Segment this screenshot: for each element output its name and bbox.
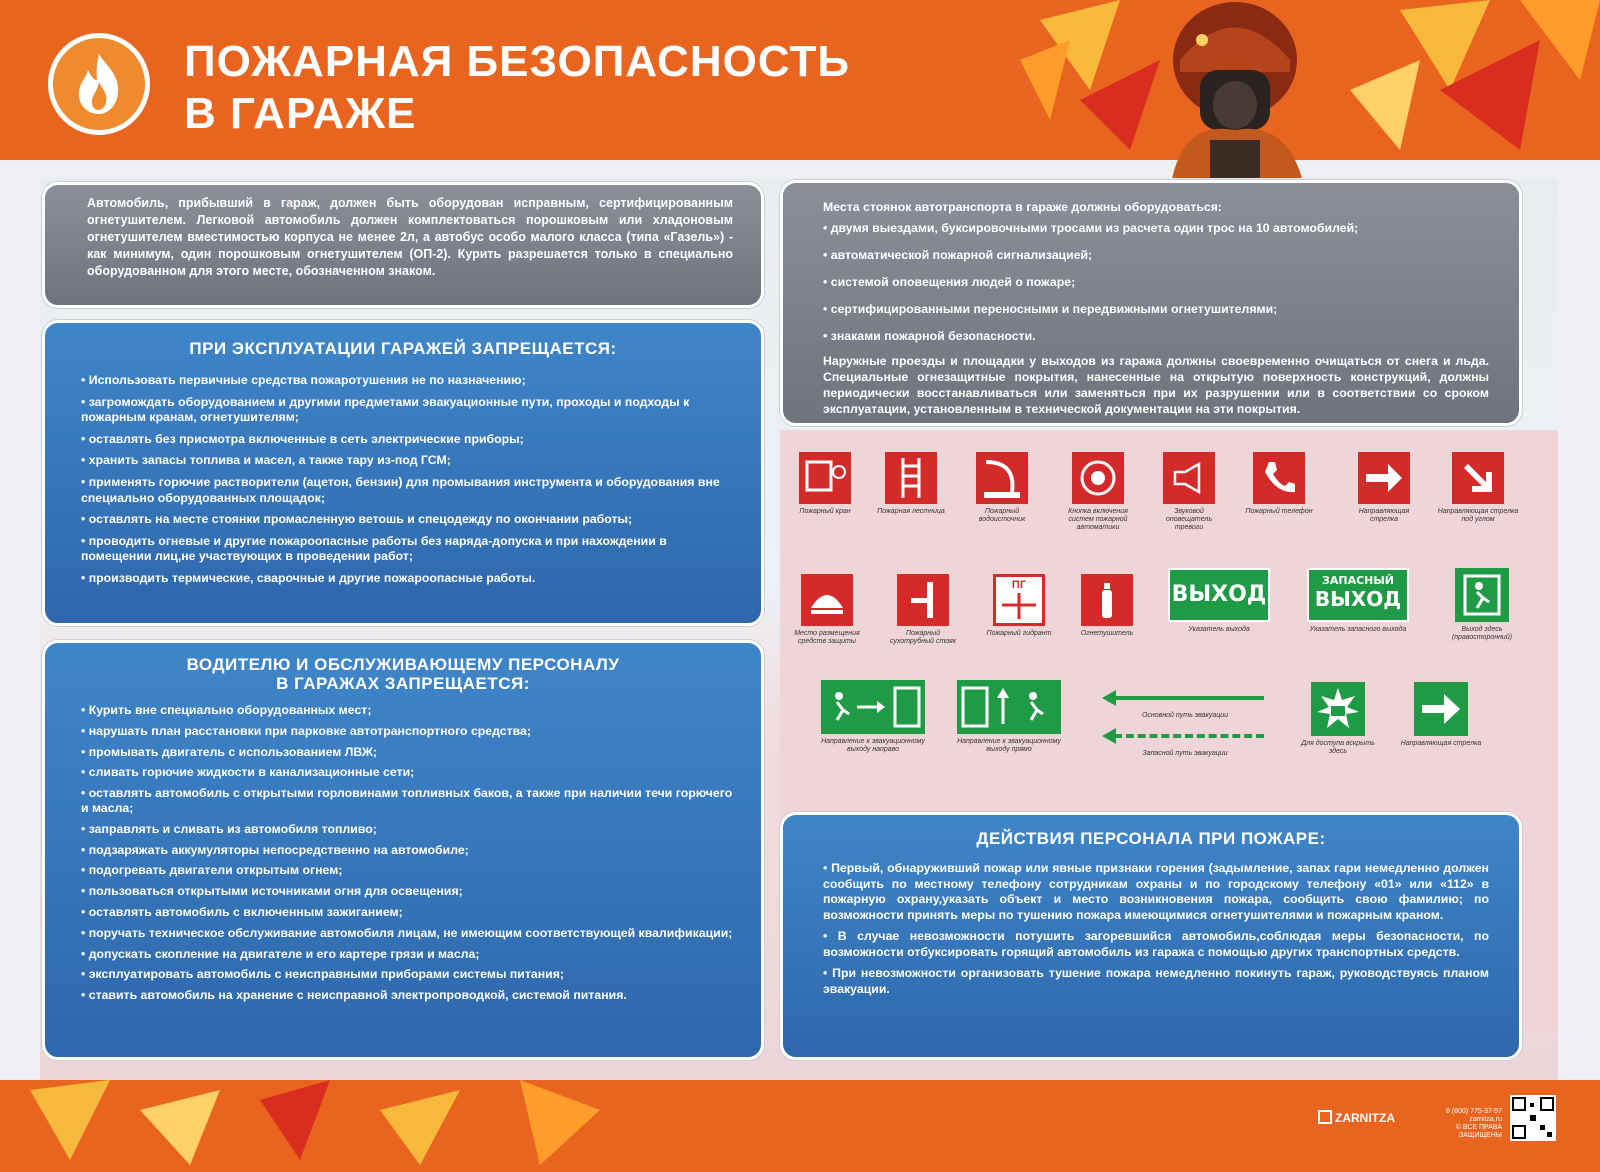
fireman-illustration	[1140, 0, 1330, 190]
actions-panel	[780, 812, 1522, 1060]
sign-caption: Направление к эвакуационному выходу направо	[821, 738, 925, 753]
title-line-1: ПОЖАРНАЯ БЕЗОПАСНОСТЬ	[184, 37, 851, 86]
intro-right-list	[823, 218, 1489, 347]
sign-arrow-angle	[1436, 452, 1520, 524]
sign-hydrant	[984, 574, 1054, 638]
title-line-2: В ГАРАЖЕ	[184, 89, 417, 138]
sign-caption: Направление к эвакуационному выходу прямо	[957, 738, 1061, 753]
sign-green-arrow	[1400, 682, 1482, 748]
sign-caption: Основной путь эвакуации	[1141, 712, 1229, 719]
evac-right-icon	[821, 680, 925, 734]
exit-here-icon	[1455, 568, 1509, 622]
brand-logo	[1318, 1110, 1395, 1125]
list-item: • системой оповещения людей о пожаре;	[823, 272, 1489, 293]
sign-extinguisher	[1072, 574, 1142, 638]
prohibited-list	[45, 373, 761, 587]
drivers-title	[45, 655, 761, 693]
hydrant-icon	[993, 574, 1045, 626]
list-item: • подогревать двигатели открытым огнем;	[81, 863, 737, 878]
list-item: • сливать горючие жидкости в канализационные сети;	[81, 765, 737, 780]
drivers-panel	[42, 640, 764, 1060]
brand-name: ZARNITZA	[1335, 1111, 1395, 1125]
sign-caption: Пожарный сухотрубный стояк	[889, 630, 957, 645]
contacts-text: 8 (800) 775-37-97 zarnitza.ru	[1445, 1108, 1502, 1123]
actions-title: ДЕЙСТВИЯ ПЕРСОНАЛА ПРИ ПОЖАРЕ:	[976, 829, 1326, 848]
sign-protection	[782, 574, 872, 646]
sign-caption: Пожарный водоисточник	[978, 508, 1026, 523]
sign-dry-pipe	[886, 574, 960, 646]
list-item: • пользоваться открытыми источниками огня для освещения;	[81, 884, 737, 899]
sign-caption: Направляющая стрелка	[1400, 740, 1482, 747]
sign-exit	[1166, 568, 1272, 634]
list-item: • оставлять на месте стоянки промасленную ветошь и спецодежду по окончании работы;	[81, 512, 737, 528]
sign-caption: Пожарный гидрант	[986, 630, 1052, 637]
evac-straight-icon	[957, 680, 1061, 734]
logo-badge	[48, 33, 150, 135]
dry-pipe-icon	[897, 574, 949, 626]
emergency-exit-label-2: ВЫХОД	[1314, 587, 1402, 611]
sign-caption: Направляющая стрелка под углом	[1437, 508, 1519, 523]
list-item: • автоматической пожарной сигнализацией;	[823, 245, 1489, 266]
sign-emergency-exit	[1304, 568, 1412, 634]
actions-list	[783, 861, 1519, 997]
emergency-exit-label-1: ЗАПАСНЫЙ	[1322, 574, 1394, 587]
prohibited-panel	[42, 320, 764, 626]
siren-icon	[1163, 452, 1215, 504]
list-item: • оставлять автомобиль с открытыми горловинами топливных баков, а также при наличии течи горючего и масла;	[81, 786, 737, 816]
alarm-button-icon	[1072, 452, 1124, 504]
list-item: • Использовать первичные средства пожаротушения не по назначению;	[81, 373, 737, 389]
intro-right-panel	[780, 180, 1522, 426]
list-item: • двумя выездами, буксировочными тросами из расчета один трос на 10 автомобилей;	[823, 218, 1489, 239]
sign-caption: Выход здесь (правосторонний)	[1451, 626, 1513, 641]
fire-ladder-icon	[885, 452, 937, 504]
hydrant-label: ПГ	[1011, 579, 1027, 591]
list-item: • допускать скопление на двигателе и его картере грязи и масла;	[81, 947, 737, 962]
list-item: • заправлять и сливать из автомобиля топливо;	[81, 822, 737, 837]
sign-caption: Для доступа вскрыть здесь	[1301, 740, 1375, 755]
sign-arrow-right	[1346, 452, 1422, 524]
list-item: • промывать двигатель с использованием ЛВЖ;	[81, 745, 737, 760]
phone-icon	[1253, 452, 1305, 504]
sign-fire-hose	[790, 452, 860, 516]
list-item: • загромождать оборудованием и другими предметами эвакуационные пути, проходы и подходы к пожарным кранам, огнетушителям;	[81, 395, 737, 426]
sign-phone	[1244, 452, 1314, 516]
list-item: • оставлять без присмотра включенные в сеть электрические приборы;	[81, 432, 737, 448]
sign-caption: Направляющая стрелка	[1358, 508, 1410, 523]
sign-alarm-button	[1056, 452, 1140, 532]
qr-code-icon	[1510, 1095, 1556, 1141]
drivers-title-line-2: В ГАРАЖАХ ЗАПРЕЩАЕТСЯ:	[276, 674, 530, 693]
emergency-exit-text-icon	[1307, 568, 1409, 622]
exit-text-icon	[1168, 568, 1270, 622]
brand-mark-icon	[1318, 1110, 1332, 1124]
list-item: • В случае невозможности потушить загоревшийся автомобиль,соблюдая меры безопасности, по возможности отбуксировать горящий автомобиль из гаража с помощью других транспортных средств.	[823, 929, 1489, 960]
sign-break-here	[1296, 682, 1380, 756]
list-item: • При невозможности организовать тушение пожара немедленно покинуть гараж, руководствуясь планом эвакуации.	[823, 966, 1489, 997]
intro-left-panel	[42, 182, 764, 308]
drivers-title-line-1: ВОДИТЕЛЮ И ОБСЛУЖИВАЮЩЕМУ ПЕРСОНАЛУ	[186, 655, 620, 674]
arrow-down-right-icon	[1452, 452, 1504, 504]
protection-storage-icon	[801, 574, 853, 626]
sign-caption: Огнетушитель	[1080, 630, 1134, 637]
sign-caption: Звуковой оповещатель тревоги	[1165, 508, 1213, 531]
sign-caption: Запасной путь эвакуации	[1142, 750, 1228, 757]
list-item: • применять горючие растворители (ацетон, бензин) для промывания инструмента и оборудования вне специально оборудованных площадок;	[81, 475, 737, 506]
evac-route-spare-icon	[1100, 726, 1270, 746]
sign-fire-ladder	[876, 452, 946, 516]
page-title	[184, 36, 850, 140]
sign-siren	[1152, 452, 1226, 532]
sign-evac-main	[1100, 688, 1270, 720]
list-item: • поручать техническое обслуживание автомобиля лицам, не имеющим соответствующей квалификации;	[81, 926, 737, 941]
flame-decoration-icon	[0, 1070, 620, 1170]
arrow-right-icon	[1358, 452, 1410, 504]
list-item: • эксплуатировать автомобиль с неисправными приборами системы питания;	[81, 967, 737, 982]
extinguisher-icon	[1081, 574, 1133, 626]
sign-caption: Кнопка включения систем пожарной автоматики	[1068, 508, 1128, 531]
rights-text: © ВСЕ ПРАВА ЗАЩИЩЕНЫ	[1455, 1124, 1502, 1139]
intro-right-lead: Места стоянок автотранспорта в гараже должны оборудоваться:	[823, 200, 1223, 214]
sign-evac-right	[820, 680, 926, 754]
list-item: • ставить автомобиль на хранение с неисправной электропроводкой, системой питания.	[81, 988, 737, 1003]
list-item: • производить термические, сварочные и другие пожароопасные работы.	[81, 571, 737, 587]
prohibited-title: ПРИ ЭКСПЛУАТАЦИИ ГАРАЖЕЙ ЗАПРЕЩАЕТСЯ:	[189, 339, 617, 358]
sign-caption: Указатель выхода	[1188, 626, 1250, 633]
footer-banner	[0, 1080, 1600, 1172]
header-banner	[0, 0, 1600, 160]
list-item: • хранить запасы топлива и масел, а также тару из-под ГСМ;	[81, 453, 737, 469]
green-arrow-right-icon	[1414, 682, 1468, 736]
list-item: • подзаряжать аккумуляторы непосредственно на автомобиле;	[81, 843, 737, 858]
fire-hose-icon	[799, 452, 851, 504]
sign-evac-spare	[1100, 726, 1270, 758]
sign-caption: Пожарная лестница	[877, 508, 945, 515]
break-here-icon	[1311, 682, 1365, 736]
sign-evac-straight	[956, 680, 1062, 754]
intro-left-text: Автомобиль, прибывший в гараж, должен быть оборудован исправным, сертифицированным огнетушителем. Легковой автомобиль должен комплектоваться порошковым или хладоновым огнетушителем вместимостью корпуса не менее 2л, а автобус особо малого класса (типа «Газель») - как минимум, один порошковым огнетушителем (ОП-2). Курить разрешается только в специально оборудованном для этого месте, обозначенном знаком.	[87, 196, 733, 278]
intro-right-tail: Наружные проезды и площадки у выходов из гаража должны своевременно очищаться от снега и льда. Специальные огнезащитные покрытия, нанесенные на открытую поверхность конструкций, должны периодически восстанавливаться или заменяться при их разрушении или в соответствии со сроком эксплуатации, установленным в технической документации на эти покрытия.	[823, 354, 1489, 416]
footer-contacts	[1420, 1108, 1502, 1140]
exit-label: ВЫХОД	[1171, 582, 1267, 607]
list-item: • Курить вне специально оборудованных мест;	[81, 703, 737, 718]
list-item: • оставлять автомобиль с включенным зажиганием;	[81, 905, 737, 920]
sign-exit-here	[1432, 568, 1532, 642]
water-cannon-icon	[976, 452, 1028, 504]
sign-caption: Пожарный кран	[799, 508, 851, 515]
list-item: • Первый, обнаруживший пожар или явные признаки горения (задымление, запах гари немедленно должен сообщить по местному телефону сотрудникам охраны и по городскому телефону «01» или «112» в пожарную охрану,указать объект и место возникновения пожара, сообщить свою фамилию; по возможности принять меры по тушению пожара имеющимися огнетушителями и пожарным краном.	[823, 861, 1489, 923]
list-item: • нарушать план расстановки при парковке автотранспортного средства;	[81, 724, 737, 739]
sign-caption: Пожарный телефон	[1245, 508, 1313, 515]
drivers-list	[45, 703, 761, 1003]
list-item: • знаками пожарной безопасности.	[823, 326, 1489, 347]
flame-icon	[70, 52, 128, 116]
sign-caption: Место размещения средств защиты	[794, 630, 860, 645]
sign-caption: Указатель запасного выхода	[1309, 626, 1407, 633]
list-item: • проводить огневые и другие пожароопасные работы без наряда-допуска и при нахождении в помещении лиц,не участвующих в проведении работ;	[81, 534, 737, 565]
sign-water-source	[962, 452, 1042, 524]
evac-route-main-icon	[1100, 688, 1270, 708]
list-item: • сертифицированными переносными и передвижными огнетушителями;	[823, 299, 1489, 320]
